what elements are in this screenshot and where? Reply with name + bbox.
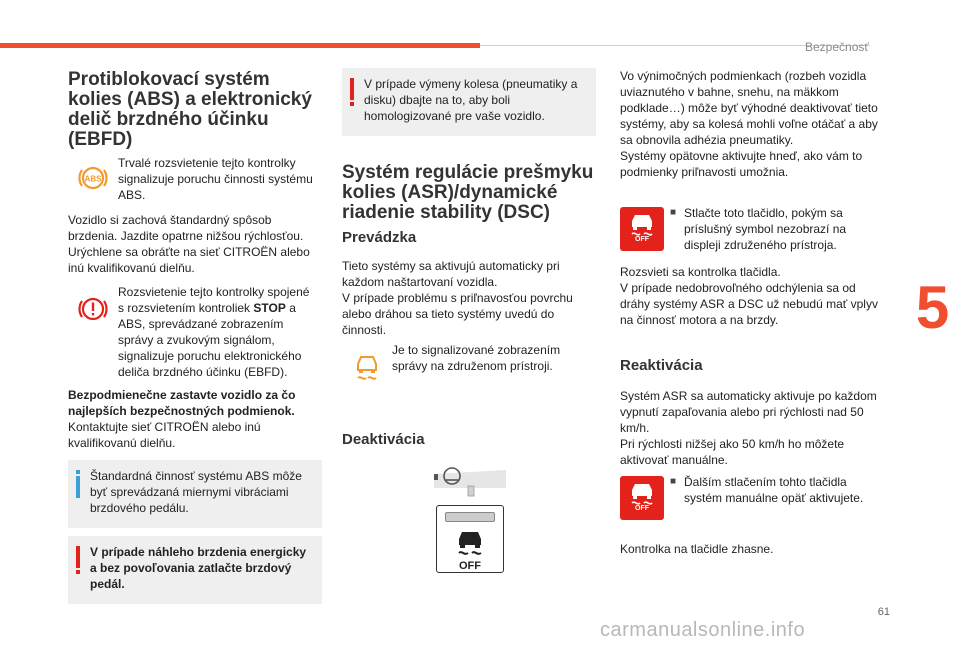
skidding-car-icon [342, 342, 392, 382]
section-title: Bezpečnosť [805, 40, 869, 54]
svg-text:ABS: ABS [84, 174, 102, 184]
ebfd-indicator-text: Rozsvietenie tejto kontrolky spojené s rozsvietením kontroliek STOP a ABS, sprevádzané zobrazením správy a zvukovým signálom, signalizuje poruchu elektronického deliča brzdného účinku (EBFD). [118, 285, 310, 379]
chapter-number: 5 [915, 274, 950, 341]
reactivate-step-row [620, 474, 882, 520]
emergency-braking-note: V prípade náhleho brzdenia energicky a bez povoľovania zatlačte brzdový pedál. [68, 536, 322, 604]
warning-icon [350, 78, 354, 106]
info-icon [76, 470, 80, 498]
wheel-replacement-note: V prípade výmeny kolesa (pneumatiky a disku) dbajte na to, aby boli homologizované pre vaše vozidlo. [342, 68, 596, 136]
off-label: OFF [635, 505, 649, 512]
operation-heading: Prevádzka [342, 229, 417, 246]
abs-fault-paragraph: Vozidlo si zachová štandardný spôsob brzdenia. Jazdite opatrne nižšou rýchlosťou. Urýchlene sa obráťte na sieť CITROËN alebo inú kvalifikovanú dielňu. [68, 213, 310, 275]
bullet-icon: ■ [670, 476, 677, 487]
brake-warning-icon [68, 284, 118, 380]
dsc-off-button-icon [620, 207, 664, 251]
reactivation-paragraph-2: Pri rýchlosti nižšej ako 50 km/h ho môžete aktivovať manuálne. [620, 437, 845, 467]
reactivation-heading: Reaktivácia [620, 357, 703, 374]
deactivation-paragraph-1: Vo výnimočných podmienkach (rozbeh vozidla uviaznutého v bahne, snehu, na mäkkom podklade…) môže byť výhodné deaktivovať tieto systémy, aby sa kolesá mohli voľne otáčať a aby sa obnovila adhézia pneumatiky. [620, 69, 878, 147]
page-number: 61 [877, 606, 890, 618]
dashboard-illustration [430, 464, 510, 500]
deviation-paragraph: V prípade nedobrovoľného odchýlenia sa od dráhy systémy ASR a DSC už nebudú mať vplyv na činnosť motora a na brzdy. [620, 281, 878, 327]
dsc-off-button-icon [620, 476, 664, 520]
dsc-indicator-text: Je to signalizované zobrazením správy na združenom prístroji. [392, 343, 561, 373]
deactivation-paragraph-2: Systémy opätovne aktivujte hneď, ako vám to podmienky priľnavosti umožnia. [620, 149, 863, 179]
warning-icon [76, 546, 80, 574]
off-label: OFF [459, 560, 481, 572]
reactivate-step-text: Ďalším stlačením tohto tlačidla systém manuálne opäť aktivujete. [684, 475, 864, 505]
ebfd-indicator-row [68, 284, 322, 380]
dsc-off-button-illustration [436, 505, 504, 573]
header-accent-bar [0, 43, 480, 48]
deactivate-step-row [620, 205, 882, 253]
dsc-off-icon [449, 526, 491, 572]
button-light-text: Rozsvieti sa kontrolka tlačidla. [620, 265, 781, 279]
stop-vehicle-paragraph: Bezpodmienečne zastavte vozidlo za čo najlepších bezpečnostných podmienok. Kontaktujte sieť CITROËN alebo inú kvalifikovanú dielňu. [68, 388, 296, 450]
off-label: OFF [635, 236, 649, 243]
deactivation-heading: Deaktivácia [342, 431, 425, 448]
operation-paragraph-1: Tieto systémy sa aktivujú automaticky pri každom naštartovaní vozidla. [342, 259, 560, 289]
deactivate-step-text: Stlačte toto tlačidlo, pokým sa príslušný symbol nezobrazí na displeji združeného prístroja. [684, 206, 847, 252]
abs-section-title: Protiblokovací systém kolies (ABS) a elektronický delič brzdného účinku (EBFD) [68, 69, 312, 150]
abs-indicator-row [68, 155, 322, 203]
watermark: carmanualsonline.info [600, 619, 806, 641]
abs-warning-icon [68, 155, 118, 203]
bullet-icon: ■ [670, 207, 677, 218]
reactivation-paragraph-1: Systém ASR sa automaticky aktivuje po každom vypnutí zapaľovania alebo pri rýchlosti nad 50 km/h. [620, 389, 877, 435]
dsc-indicator-row [342, 342, 596, 382]
abs-indicator-text: Trvalé rozsvietenie tejto kontrolky signalizuje poruchu činnosti systému ABS. [118, 156, 313, 202]
asr-dsc-section-title: Systém regulácie prešmyku kolies (ASR)/dynamické riadenie stability (DSC) [342, 162, 594, 223]
light-off-text: Kontrolka na tlačidle zhasne. [620, 542, 774, 556]
operation-paragraph-2: V prípade problému s priľnavosťou povrchu alebo dráhou sa tieto systémy uvedú do činnosti. [342, 291, 573, 337]
abs-info-note: Štandardná činnosť systému ABS môže byť sprevádzaná miernymi vibráciami brzdového pedálu. [68, 460, 322, 528]
